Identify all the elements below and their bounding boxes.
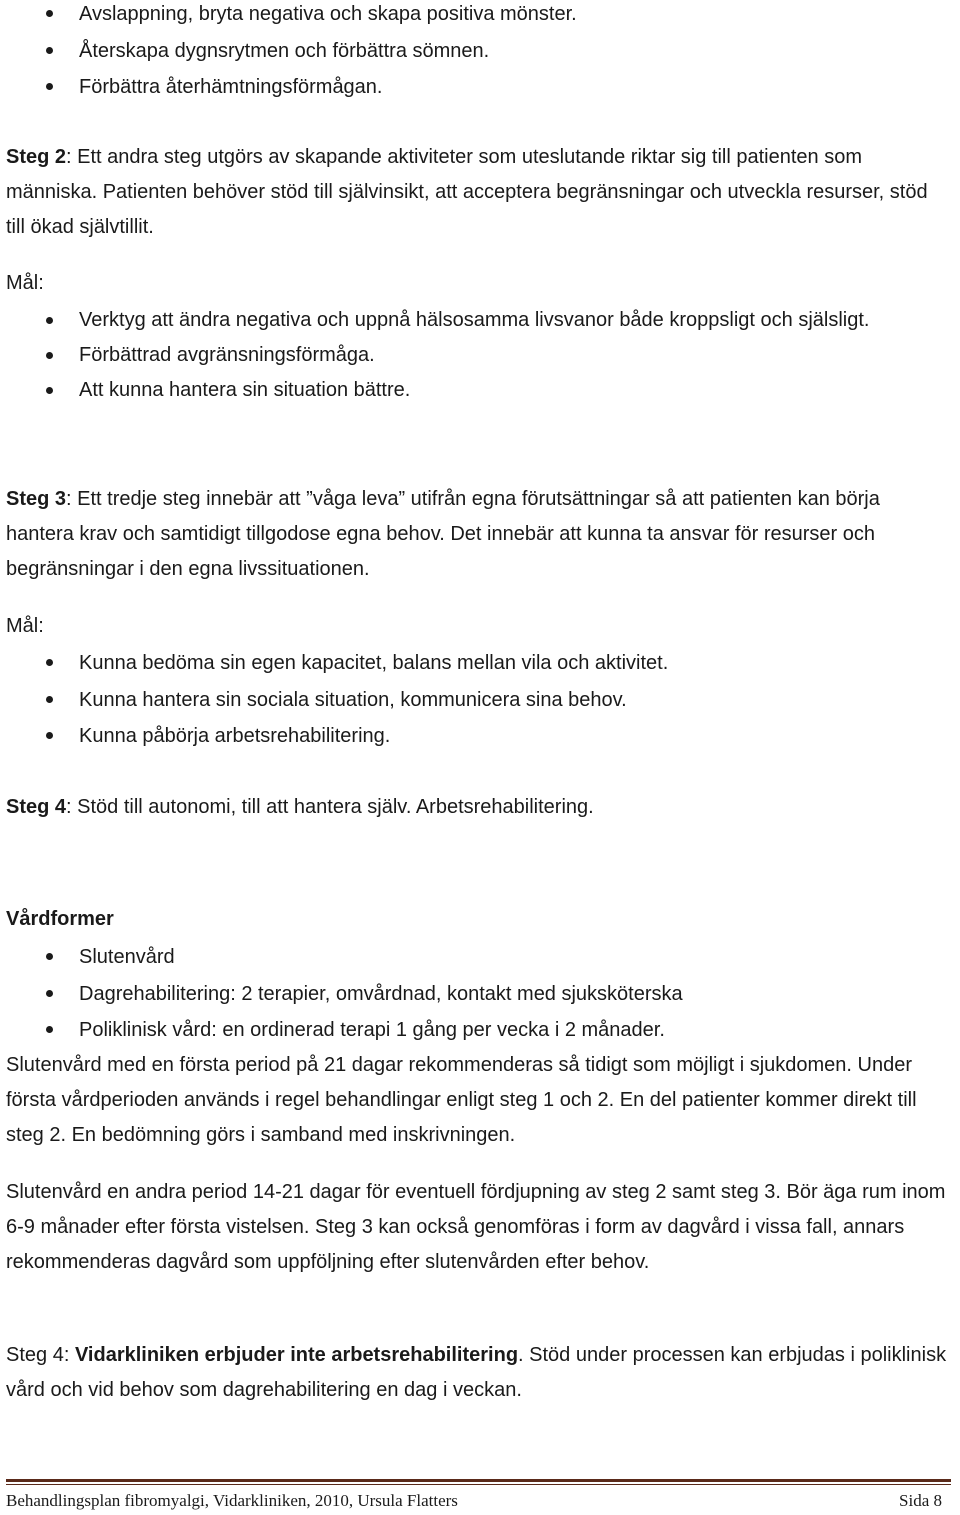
steg4-text: : Stöd till autonomi, till att hantera själv. Arbetsrehabilitering. [66,796,594,818]
top-bullet-list [0,0,945,106]
steg4-label: Steg 4 [6,796,67,818]
steg4-paragraph [6,790,951,825]
mal3-list [0,645,945,755]
steg3-label: Steg 3 [6,488,67,510]
footer-divider [6,1479,951,1482]
list-item: Dagrehabilitering: 2 terapier, omvårdnad, kontakt med sjuksköterska [0,976,945,1013]
list-item: Poliklinisk vård: en ordinerad terapi 1 gång per vecka i 2 månader. [0,1012,945,1049]
list-item: Kunna påbörja arbetsrehabilitering. [0,718,945,755]
list-item: Avslappning, bryta negativa och skapa positiva mönster. [0,0,945,33]
steg2-label: Steg 2 [6,146,67,168]
steg2-text: : Ett andra steg utgörs av skapande aktiviteter som uteslutande riktar sig till patienten som människa. Patienten behöver stöd till självinsikt, att acceptera begränsningar och utveckla resurser, stöd till ökad självtillit. [6,146,928,238]
vardformer-paragraph-1: Slutenvård med en första period på 21 dagar rekommenderas så tidigt som möjligt i sjukdomen. Under första vårdperioden används i regel behandlingar enligt steg 1 och 2. En del patienter kommer direkt till steg 2. En bedömning görs i samband med inskrivningen. [6,1054,917,1146]
list-item: Förbättra återhämtningsförmågan. [0,69,945,106]
page-number: Sida 8 [899,1491,942,1510]
vardformer-heading: Vårdformer [6,908,114,930]
list-item: Förbättrad avgränsningsförmåga. [0,338,945,373]
list-item: Kunna bedöma sin egen kapacitet, balans mellan vila och aktivitet. [0,645,945,682]
steg3-text: : Ett tredje steg innebär att ”våga leva” utifrån egna förutsättningar så att patienten kan börja hantera krav och samtidigt tillgodose egna behov. Det innebär att kunna ta ansvar för resurser och begränsningar i den egna livssituationen. [6,488,880,580]
list-item: Slutenvård [0,939,945,976]
para3-rest: . Stöd under processen kan erbjudas i poliklinisk vård och vid behov som dagrehabilitering en dag i veckan. [6,1344,947,1401]
para3-prefix: Steg 4: [6,1344,75,1366]
vardformer-list [0,939,945,1049]
steg3-paragraph [6,482,951,587]
mal2-label: Mål: [6,272,44,294]
para3-bold: Vidarkliniken erbjuder inte arbetsrehabilitering [74,1344,519,1366]
list-item: Kunna hantera sin sociala situation, kommunicera sina behov. [0,682,945,719]
footer-title: Behandlingsplan fibromyalgi, Vidarkliniken, 2010, Ursula Flatters [6,1491,458,1510]
list-item: Att kunna hantera sin situation bättre. [0,373,945,408]
steg2-paragraph [6,140,951,245]
mal3-label: Mål: [6,615,44,637]
vardformer-paragraph-2: Slutenvård en andra period 14-21 dagar för eventuell fördjupning av steg 2 samt steg 3. Bör äga rum inom 6-9 månader efter första vistelsen. Steg 3 kan också genomföras i form av dagvård i vissa fall, annars rekommenderas dagvård som uppföljning efter slutenvården efter behov. [6,1181,946,1273]
vardformer-paragraph-3 [6,1338,951,1408]
footer-divider-thin [6,1484,951,1485]
list-item: Verktyg att ändra negativa och uppnå hälsosamma livsvanor både kroppsligt och själsligt. [0,303,945,338]
list-item: Återskapa dygnsrytmen och förbättra sömnen. [0,33,945,70]
mal2-list [0,303,945,408]
